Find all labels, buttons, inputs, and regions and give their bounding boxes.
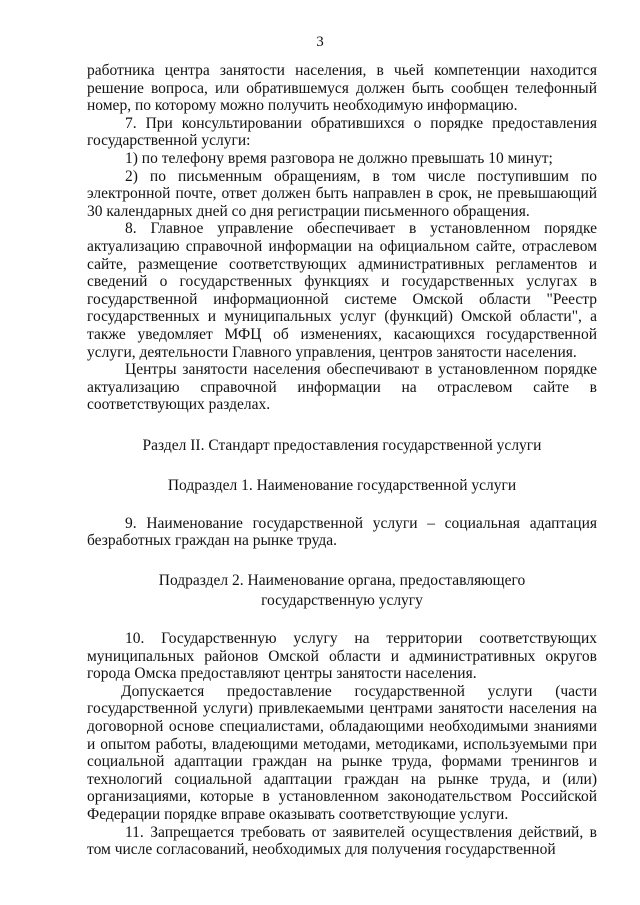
paragraph-8-continued: Центры занятости населения обеспечивают в установленном порядке актуализацию справочной информации на отраслевом сайте в соответствующих разделах. (87, 361, 597, 414)
section-title: Раздел II. Стандарт предоставления государственной услуги (142, 436, 542, 454)
subsection-2-title-line-2: государственную услугу (261, 592, 423, 610)
subsection-2-title-line-1: Подраздел 2. Наименование органа, предоставляющего (158, 572, 526, 590)
subsection-2-title (87, 571, 597, 611)
paragraph-8: 8. Главное управление обеспечивает в установленном порядке актуализацию справочной информации на официальном сайте, отраслевом сайте, размещение соответствующих административных регламентов и сведений о государственных функциях и государственных услугах в государственной информационной системе Омской области "Реестр государственных и муниципальных услуг (функций) Омской области", а также уведомляет МФЦ об изменениях, касающихся государственной услуги, деятельности Главного управления, центров занятости населения. (87, 220, 597, 361)
page-number: 3 (316, 34, 324, 50)
paragraph-11: 11. Запрещается требовать от заявителей осуществления действий, в том числе согласований, необходимых для получения государственной (87, 823, 597, 859)
paragraph-7-item-1: 1) по телефону время разговора не должно превышать 10 минут; (125, 149, 553, 167)
paragraph-7: 7. При консультировании обратившихся о порядке предоставления государственной услуги: (87, 114, 597, 150)
paragraph-10-continued: Допускается предоставление государственной услуги (части государственной услуги) привлекаемыми центрами занятости населения на договорной основе специалистами, обладающими необходимыми знаниями и опытом работы, владеющими методами, методиками, используемыми при социальной адаптации граждан на рынке труда, формами тренингов и технологий социальной адаптации граждан на рынке труда, и (или) организациями, которые в установленном законодательством Российской Федерации порядке вправе оказывать соответствующие услуги. (87, 682, 597, 823)
paragraph-continuation: работника центра занятости населения, в чьей компетенции находится решение вопроса, или обратившемуся должен быть сообщен телефонный номер, по которому можно получить необходимую информацию. (87, 62, 597, 115)
paragraph-7-item-2: 2) по письменным обращениям, в том числе поступившим по электронной почте, ответ должен быть направлен в срок, не превышающий 30 календарных дней со дня регистрации письменного обращения. (87, 167, 597, 220)
paragraph-10: 10. Государственную услугу на территории соответствующих муниципальных районов Омской области и административных округов города Омска предоставляют центры занятости населения. (87, 630, 597, 683)
document-body (87, 62, 597, 859)
subsection-1-title: Подраздел 1. Наименование государственной услуги (167, 476, 517, 494)
paragraph-9: 9. Наименование государственной услуги – социальная адаптация безработных граждан на рынке труда. (87, 514, 597, 550)
